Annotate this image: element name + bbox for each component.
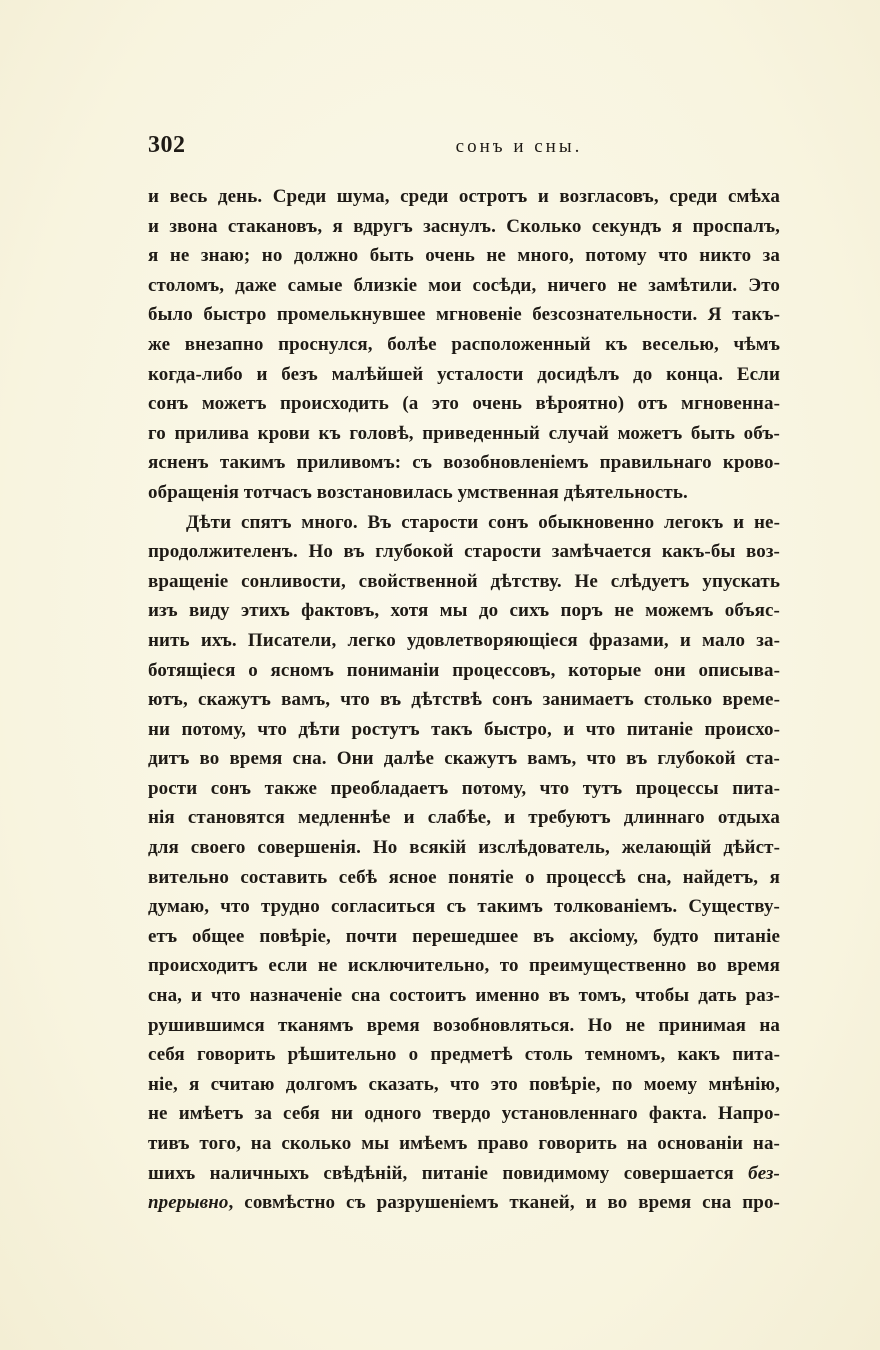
text-line: вращеніе сонливости, свойственной дѣтству. Не слѣдуетъ упускать	[148, 570, 780, 592]
italic-emphasis: без-	[748, 1162, 780, 1184]
text-line: продолжителенъ. Но въ глубокой старости замѣчается какъ-бы воз-	[148, 541, 780, 563]
text-line: же внезапно проснулся, болѣе расположенный къ веселью, чѣмъ	[148, 333, 780, 355]
text-line-with-emphasis	[148, 1159, 780, 1189]
text-line: рости сонъ также преобладаетъ потому, что тутъ процессы пита-	[148, 777, 780, 799]
paragraph-start-line: Дѣти спятъ много. Въ старости сонъ обыкновенно легокъ и не-	[186, 511, 780, 533]
body-text	[148, 182, 780, 1218]
text-segment: , совмѣстно съ разрушеніемъ тканей, и во время сна про-	[228, 1192, 780, 1214]
text-line: и звона стакановъ, я вдругъ заснулъ. Сколько секундъ я проспалъ,	[148, 215, 780, 237]
text-line: рушившимся тканямъ время возобновляться. Но не принимая на	[148, 1014, 780, 1036]
text-line: для своего совершенія. Но всякій изслѣдователь, желающій дѣйст-	[148, 837, 780, 859]
text-line: етъ общее повѣріе, почти перешедшее въ аксіому, будто питаніе	[148, 925, 780, 947]
text-line: было быстро промелькнувшее мгновеніе безсознательности. Я такъ-	[148, 304, 780, 326]
text-line: себя говорить рѣшительно о предметѣ столь темномъ, какъ пита-	[148, 1044, 780, 1066]
text-line: столомъ, даже самые близкіе мои сосѣди, ничего не замѣтили. Это	[148, 274, 780, 296]
text-line: когда-либо и безъ малѣйшей усталости досидѣлъ до конца. Если	[148, 363, 780, 385]
text-line: происходитъ если не исключительно, то преимущественно во время	[148, 955, 780, 977]
text-line: ни потому, что дѣти ростутъ такъ быстро, и что питаніе происхо-	[148, 718, 780, 740]
text-line: изъ виду этихъ фактовъ, хотя мы до сихъ поръ не можемъ объяс-	[148, 600, 780, 622]
text-line: вительно составить себѣ ясное понятіе о процессѣ сна, найдетъ, я	[148, 866, 780, 888]
text-line: ютъ, скажутъ вамъ, что въ дѣтствѣ сонъ занимаетъ столько време-	[148, 689, 780, 711]
text-line: я не знаю; но должно быть очень не много, потому что никто за	[148, 245, 780, 267]
text-line: дитъ во время сна. Они далѣе скажутъ вамъ, что въ глубокой ста-	[148, 748, 780, 770]
page-header	[148, 130, 780, 164]
paragraph-end-line: обращенія тотчасъ возстановилась умственная дѣятельность.	[148, 481, 688, 503]
text-line: тивъ того, на сколько мы имѣемъ право говорить на основаніи на-	[148, 1133, 780, 1154]
text-line: ніе, я считаю долгомъ сказать, что это повѣріе, по моему мнѣнію,	[148, 1073, 780, 1095]
text-line-with-emphasis	[148, 1188, 780, 1218]
text-line: ботящіеся о ясномъ пониманіи процессовъ, которые они описыва-	[148, 659, 780, 681]
text-line: сонъ можетъ происходить (а это очень вѣроятно) отъ мгновенна-	[148, 393, 780, 415]
text-line: думаю, что трудно согласиться съ такимъ толкованіемъ. Существу-	[148, 896, 780, 918]
page-number: 302	[148, 132, 186, 158]
italic-emphasis: прерывно	[148, 1192, 229, 1214]
text-line: не имѣетъ за себя ни одного твердо установленнаго факта. Напро-	[148, 1103, 780, 1125]
text-line: нія становятся медленнѣе и слабѣе, и требуютъ длиннаго отдыха	[148, 807, 780, 829]
text-line: сна, и что назначеніе сна состоитъ именно въ томъ, чтобы дать раз-	[148, 985, 780, 1007]
text-line: нить ихъ. Писатели, легко удовлетворяющіеся фразами, и мало за-	[148, 629, 780, 651]
running-head: сонъ и сны.	[455, 136, 583, 157]
text-line: го прилива крови къ головѣ, приведенный случай можетъ быть объ-	[148, 422, 780, 444]
text-line: ясненъ такимъ приливомъ: съ возобновленіемъ правильнаго крово-	[148, 452, 780, 474]
text-line: и весь день. Среди шума, среди остротъ и возгласовъ, среди смѣха	[148, 186, 780, 207]
text-segment: шихъ наличныхъ свѣдѣній, питаніе повидимому совершается	[148, 1162, 734, 1184]
